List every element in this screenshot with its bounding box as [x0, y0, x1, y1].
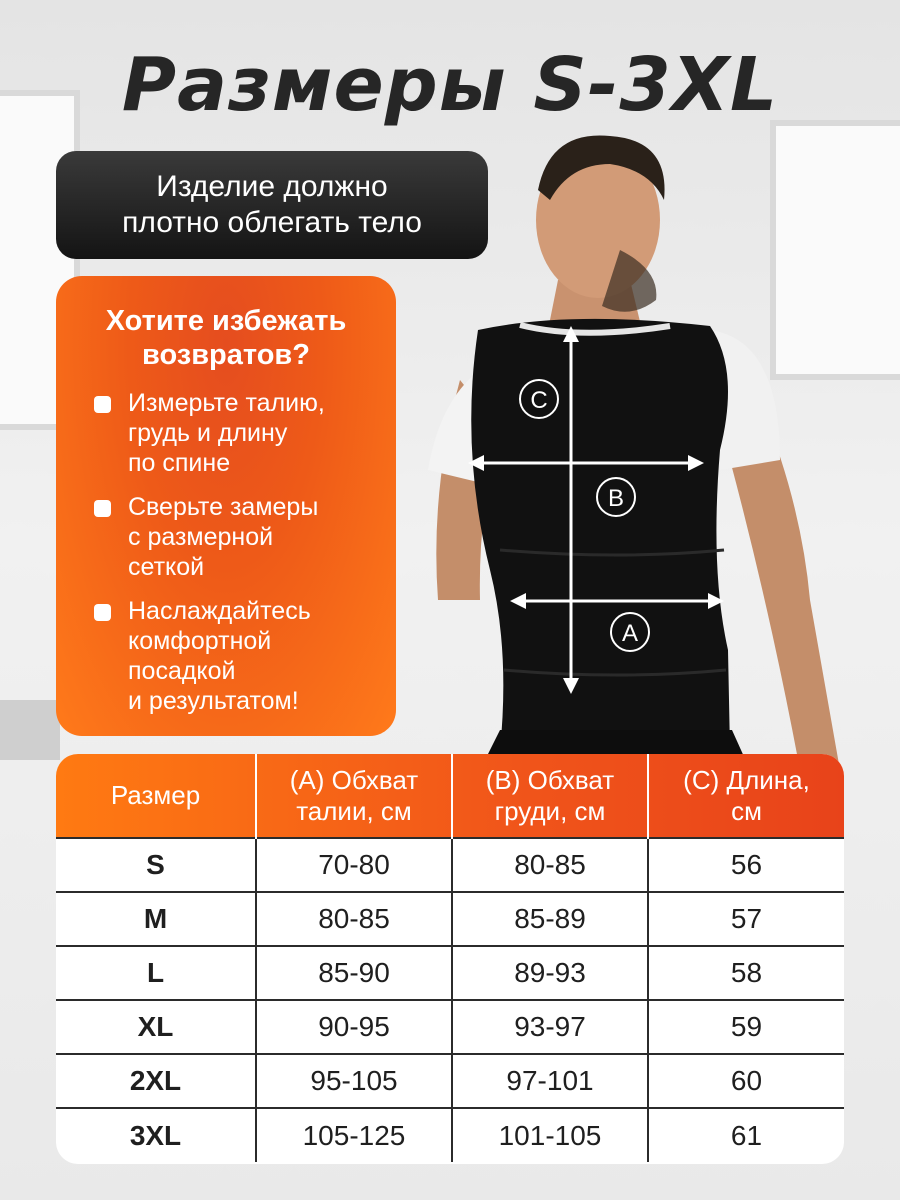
- size-table-header: [56, 754, 844, 838]
- cell-waist: 70-80: [256, 838, 452, 892]
- table-row: [56, 838, 844, 892]
- cell-chest: 85-89: [452, 892, 648, 946]
- header-length: (C) Длина, см: [683, 764, 810, 826]
- fit-notice-line1: Изделие должно: [156, 170, 388, 203]
- cell-chest: 80-85: [452, 838, 648, 892]
- cell-size: L: [56, 946, 256, 1000]
- table-row: [56, 1054, 844, 1108]
- header-waist: (A) Обхват талии, см: [256, 754, 452, 838]
- cell-waist: 85-90: [256, 946, 452, 1000]
- tip-text-line: грудь и длину: [128, 419, 288, 447]
- page-title: Размеры S-3XL: [121, 42, 779, 128]
- bullet-icon: [94, 604, 111, 621]
- header-size: Размер: [56, 754, 256, 838]
- measure-label-b: B: [607, 485, 625, 512]
- cell-length: 60: [648, 1054, 844, 1108]
- size-table: [56, 754, 844, 1164]
- header-chest: (B) Обхват груди, см: [452, 754, 648, 838]
- background-shelf: [0, 700, 60, 760]
- bullet-icon: [94, 396, 111, 413]
- tips-heading-line1: Хотите избежать: [105, 305, 347, 337]
- table-row: [56, 1000, 844, 1054]
- cell-length: 56: [648, 838, 844, 892]
- tip-text-line: сеткой: [128, 553, 205, 581]
- table-row: [56, 946, 844, 1000]
- tip-item: [94, 492, 374, 582]
- tip-text-line: Сверьте замеры: [128, 493, 319, 521]
- bullet-icon: [94, 500, 111, 517]
- cell-waist: 105-125: [256, 1108, 452, 1162]
- tip-item: [94, 596, 374, 716]
- cell-length: 61: [648, 1108, 844, 1162]
- cell-waist: 80-85: [256, 892, 452, 946]
- measure-label-c: C: [530, 387, 548, 414]
- cell-size: 2XL: [56, 1054, 256, 1108]
- measure-label-a: A: [621, 620, 639, 647]
- cell-size: S: [56, 838, 256, 892]
- cell-length: 59: [648, 1000, 844, 1054]
- tip-text-line: по спине: [128, 449, 231, 477]
- tip-text-line: и результатом!: [128, 687, 299, 715]
- cell-chest: 97-101: [452, 1054, 648, 1108]
- cell-chest: 89-93: [452, 946, 648, 1000]
- tip-text-line: с размерной: [128, 523, 274, 551]
- cell-size: 3XL: [56, 1108, 256, 1162]
- tips-card: [56, 276, 396, 736]
- cell-waist: 95-105: [256, 1054, 452, 1108]
- tip-text-line: Измерьте талию,: [128, 389, 325, 417]
- cell-chest: 93-97: [452, 1000, 648, 1054]
- model-figure: [420, 130, 900, 770]
- tip-text-line: Наслаждайтесь: [128, 597, 311, 625]
- table-row: [56, 1108, 844, 1162]
- cell-length: 57: [648, 892, 844, 946]
- cell-size: M: [56, 892, 256, 946]
- cell-size: XL: [56, 1000, 256, 1054]
- tip-item: [94, 388, 374, 478]
- cell-length: 58: [648, 946, 844, 1000]
- tips-heading: [78, 304, 374, 372]
- cell-waist: 90-95: [256, 1000, 452, 1054]
- fit-notice-line2: плотно облегать тело: [122, 206, 422, 239]
- table-row: [56, 892, 844, 946]
- tip-text-line: посадкой: [128, 657, 236, 685]
- tips-heading-line2: возвратов?: [142, 339, 310, 371]
- tip-text-line: комфортной: [128, 627, 272, 655]
- cell-chest: 101-105: [452, 1108, 648, 1162]
